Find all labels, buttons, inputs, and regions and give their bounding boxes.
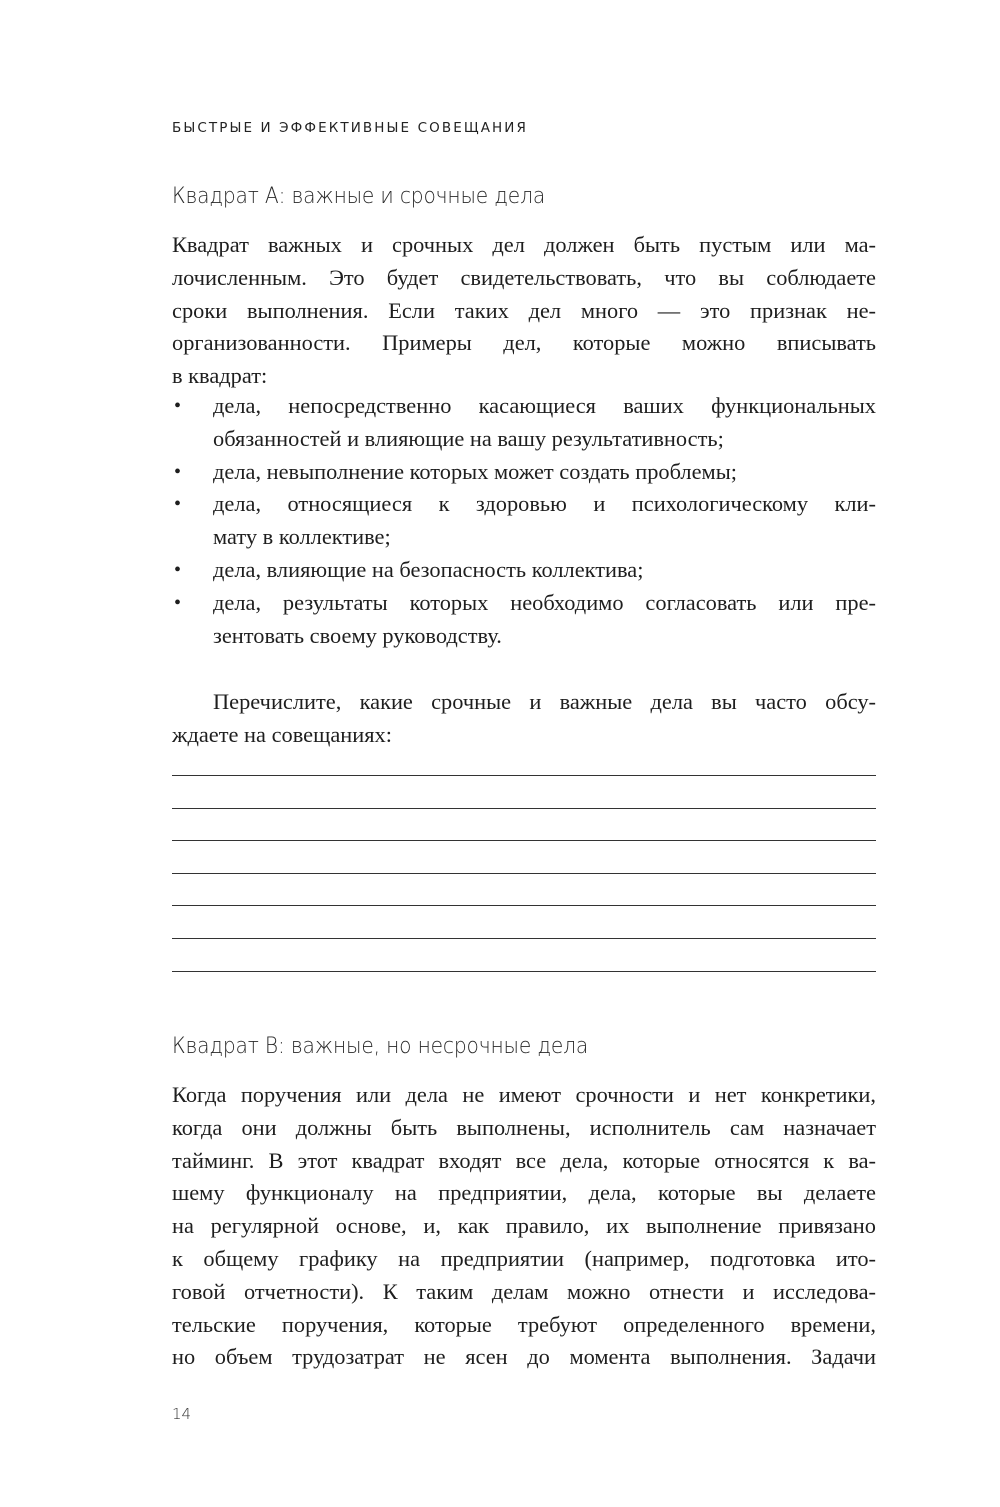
bullet-item	[172, 456, 876, 489]
bullet-icon: •	[174, 558, 182, 581]
text-line: когда они должны быть выполнены, исполнитель сам назначает	[172, 1114, 876, 1140]
answer-line[interactable]	[172, 874, 876, 907]
page-number: 14	[172, 1405, 192, 1423]
text-line: но объем трудозатрат не ясен до момента выполнения. Задачи	[172, 1344, 876, 1370]
text-line: к общему графику на предприятии (например, подготовка ито-	[172, 1245, 876, 1271]
examples-bullet-list	[172, 390, 876, 652]
text-line: тельские поручения, которые требуют определенного времени,	[172, 1311, 876, 1337]
bullet-icon: •	[174, 395, 182, 417]
bullet-item	[172, 554, 876, 587]
bullet-icon: •	[174, 591, 182, 614]
text-line: Квадрат важных и срочных дел должен быть пустым или ма-	[172, 232, 876, 257]
text-line: говой отчетности). К таким делам можно отнести и исследова-	[172, 1278, 876, 1304]
text-line: на регулярной основе, и, как правило, их выполнение привязано	[172, 1213, 876, 1239]
answer-line[interactable]	[172, 939, 876, 972]
section-a-intro	[172, 229, 876, 393]
text-line: организованности. Примеры дел, которые можно вписывать	[172, 330, 876, 356]
section-b-paragraph	[172, 1079, 876, 1374]
bullet-item	[172, 488, 876, 554]
bullet-icon: •	[174, 460, 182, 483]
text-line: сроки выполнения. Если таких дел много — это признак не-	[172, 297, 876, 323]
text-line: дела, непосредственно касающиеся ваших функциональных	[213, 393, 876, 418]
section-a-prompt	[172, 686, 876, 752]
answer-lines-area[interactable]	[172, 773, 876, 972]
text-line: лочисленным. Это будет свидетельствовать, что вы соблюдаете	[172, 264, 876, 290]
text-line: дела, невыполнение которых может создать проблемы;	[213, 458, 737, 484]
answer-line[interactable]	[172, 841, 876, 874]
text-line: ждаете на совещаниях:	[172, 721, 392, 747]
text-line: шему функционалу на предприятии, дела, которые вы делаете	[172, 1180, 876, 1206]
answer-line[interactable]	[172, 809, 876, 842]
section-a-title: Квадрат А: важные и срочные дела	[172, 184, 546, 209]
text-line: дела, влияющие на безопасность коллектива;	[213, 556, 644, 582]
running-head: БЫСТРЫЕ И ЭФФЕКТИВНЫЕ СОВЕЩАНИЯ	[172, 120, 528, 136]
text-line: тайминг. В этот квадрат входят все дела, которые относятся к ва-	[172, 1147, 876, 1173]
bullet-icon: •	[174, 493, 182, 516]
text-line: обязанностей и влияющие на вашу результативность;	[213, 425, 724, 451]
bullet-item	[172, 587, 876, 653]
text-line: мату в коллективе;	[213, 524, 391, 550]
answer-line[interactable]	[172, 776, 876, 809]
text-line: Перечислите, какие срочные и важные дела вы часто обсу-	[213, 689, 876, 714]
text-line: дела, относящиеся к здоровью и психологическому кли-	[213, 491, 876, 517]
text-line: в квадрат:	[172, 363, 268, 389]
text-line: Когда поручения или дела не имеют срочности и нет конкретики,	[172, 1082, 876, 1107]
bullet-item	[172, 390, 876, 456]
text-line: зентовать своему руководству.	[213, 622, 502, 648]
section-b-title: Квадрат В: важные, но несрочные дела	[172, 1034, 589, 1059]
answer-line[interactable]	[172, 906, 876, 939]
text-line: дела, результаты которых необходимо согласовать или пре-	[213, 589, 876, 615]
